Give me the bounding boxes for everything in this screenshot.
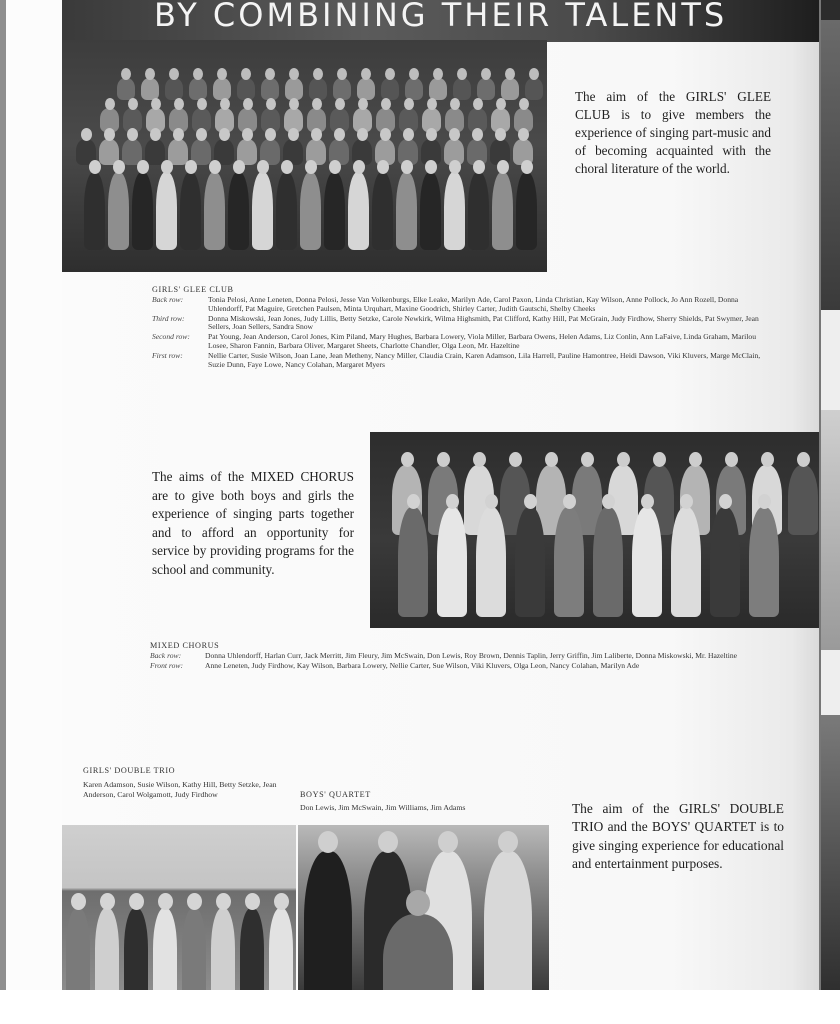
row-names: Tonia Pelosi, Anne Leneten, Donna Pelosi, Jesse Van Volkenburgs, Elke Leake, Marilyn Ade, Carol Paxon, Linda Christian, Kay Wilson, Anne Pollock, Jo Ann Rozell, Donna Uhlendorff, Pat Maguire, Gretchen Paulsen, Minta Urquhart, Maxine Goodrich, Shirley Carter, Judith Gautschi, Shelby Cheeks — [208, 295, 739, 313]
photo-figure-head — [266, 98, 276, 110]
glee-club-roster — [152, 296, 772, 371]
double-trio-names: Karen Adamson, Susie Wilson, Kathy Hill, Betty Setzke, Jean Anderson, Carol Wolgamott, Judy Firdhow — [83, 780, 277, 799]
photo-figure-head — [498, 831, 518, 853]
photo-figure — [444, 172, 465, 250]
photo-figure-head — [680, 494, 693, 509]
photo-figure — [213, 78, 231, 100]
photo-figure — [269, 908, 293, 990]
photo-figure-head — [358, 98, 368, 110]
facing-page-photo — [821, 715, 840, 990]
double-trio-caption-title: GIRLS' DOUBLE TRIO — [83, 766, 176, 775]
photo-figure-head — [104, 128, 115, 141]
photo-figure — [501, 78, 519, 100]
photo-figure — [632, 507, 662, 617]
photo-figure-head — [216, 893, 231, 910]
photo-figure-head — [438, 831, 458, 853]
facing-page-photo — [821, 20, 840, 310]
boys-quartet-names: Don Lewis, Jim McSwain, Jim Williams, Jim Adams — [300, 803, 466, 812]
photo-figure-head — [353, 160, 365, 174]
photo-figure — [211, 908, 235, 990]
photo-figure-head — [641, 494, 654, 509]
photo-figure — [381, 78, 399, 100]
double-trio-photo — [62, 825, 296, 990]
glee-club-photo — [62, 40, 547, 272]
photo-figure-head — [241, 68, 251, 80]
glee-club-caption-title: GIRLS' GLEE CLUB — [152, 285, 234, 294]
photo-figure-head — [196, 128, 207, 141]
photo-figure — [396, 172, 417, 250]
banner-title: BY COMBINING THEIR TALENTS — [154, 0, 728, 34]
bottom-margin — [0, 990, 840, 1024]
photo-figure-head — [378, 831, 398, 853]
photo-figure-head — [401, 160, 413, 174]
photo-figure-head — [450, 98, 460, 110]
row-names: Donna Miskowski, Jean Jones, Judy Lillis, Betty Setzke, Carole Newkirk, Wilma Highsmith, Pat Clifford, Kathy Hill, Pat McGrain, Judy Firdhow, Sherry Shields, Pat Swymer, Jean Sellers, Joan Sellers, Sandra Snow — [208, 313, 759, 332]
row-label: Second row: — [152, 332, 190, 342]
photo-figure-head — [481, 68, 491, 80]
photo-figure-head — [403, 128, 414, 141]
photo-figure-head — [797, 452, 810, 467]
photo-figure-head — [313, 68, 323, 80]
photo-figure — [124, 908, 148, 990]
photo-figure — [165, 78, 183, 100]
photo-figure-head — [127, 128, 138, 141]
photo-figure — [228, 172, 249, 250]
photo-figure-head — [243, 98, 253, 110]
photo-figure-head — [150, 128, 161, 141]
photo-figure-head — [361, 68, 371, 80]
photo-figure-head — [121, 68, 131, 80]
photo-figure-head — [151, 98, 161, 110]
row-label: First row: — [152, 351, 183, 361]
photo-figure-head — [197, 98, 207, 110]
photo-figure — [749, 507, 779, 617]
roster-row — [150, 662, 750, 671]
roster-row — [152, 296, 772, 313]
photo-figure-head — [377, 160, 389, 174]
photo-figure-head — [335, 98, 345, 110]
photo-figure — [141, 78, 159, 100]
photo-figure-head — [427, 98, 437, 110]
photo-figure-head — [495, 128, 506, 141]
photo-figure — [453, 78, 471, 100]
photo-figure-head — [185, 160, 197, 174]
photo-figure — [357, 78, 375, 100]
roster-row — [150, 652, 750, 661]
photo-figure-head — [312, 98, 322, 110]
photo-figure-head — [137, 160, 149, 174]
photo-figure-head — [158, 893, 173, 910]
roster-row — [152, 333, 772, 350]
photo-figure — [516, 172, 537, 250]
photo-figure-head — [404, 98, 414, 110]
row-names: Pat Young, Jean Anderson, Carol Jones, Kim Piland, Mary Hughes, Barbara Lowery, Viola Miller, Barbara Owens, Helen Adams, Liz Conlin, Ann LaFaive, Linda Graham, Marilou Losee, Sharon Fannin, Barbara Oliver, Margaret Sheets, Charlotte Chandler, Olga Leon, Mr. Hazeltine — [208, 332, 756, 350]
banner — [62, 0, 819, 42]
photo-figure-head — [105, 98, 115, 110]
photo-figure-head — [519, 98, 529, 110]
row-label: Front row: — [150, 661, 183, 671]
photo-figure-head — [311, 128, 322, 141]
boys-quartet-caption-title: BOYS' QUARTET — [300, 790, 371, 799]
photo-figure-head — [581, 452, 594, 467]
row-label: Back row: — [152, 295, 184, 304]
photo-figure-head — [385, 68, 395, 80]
photo-figure-head — [719, 494, 732, 509]
photo-figure-head — [437, 452, 450, 467]
photo-figure-head — [193, 68, 203, 80]
photo-figure-head — [334, 128, 345, 141]
facing-page-banner — [821, 0, 840, 20]
photo-figure-head — [472, 128, 483, 141]
photo-figure-head — [357, 128, 368, 141]
photo-figure-head — [305, 160, 317, 174]
photo-figure-head — [209, 160, 221, 174]
photo-figure — [285, 78, 303, 100]
photo-figure-head — [337, 68, 347, 80]
photo-figure — [405, 78, 423, 100]
row-label: Third row: — [152, 313, 185, 323]
photo-figure-head — [725, 452, 738, 467]
photo-figure-head — [145, 68, 155, 80]
photo-figure — [398, 507, 428, 617]
photo-figure — [84, 172, 105, 250]
photo-figure — [66, 908, 90, 990]
photo-figure-head — [758, 494, 771, 509]
photo-figure-head — [449, 160, 461, 174]
photo-figure — [525, 78, 543, 100]
photo-figure-head — [473, 98, 483, 110]
photo-figure — [309, 78, 327, 100]
photo-figure-head — [425, 160, 437, 174]
photo-figure — [429, 78, 447, 100]
row-names: Donna Uhlendorff, Harlan Curr, Jack Merritt, Jim Fleury, Jim McSwain, Don Lewis, Roy Brown, Dennis Taplin, Jerry Griffin, Jim Laliberte, Donna Miskowski, Mr. Hazeltine — [205, 651, 738, 660]
photo-figure-head — [509, 452, 522, 467]
photo-figure-head — [233, 160, 245, 174]
photo-figure-head — [473, 452, 486, 467]
photo-figure — [132, 172, 153, 250]
photo-figure-head — [409, 68, 419, 80]
photo-figure — [261, 78, 279, 100]
photo-figure — [477, 78, 495, 100]
photo-figure-head — [274, 893, 289, 910]
photo-figure-head — [217, 68, 227, 80]
photo-figure — [593, 507, 623, 617]
mixed-chorus-description: The aims of the MIXED CHORUS are to give both boys and girls the experience of singing parts together and to afford an opportunity for service by providing programs for the school and community. — [152, 469, 354, 577]
row-label: Back row: — [150, 651, 182, 660]
photo-figure-head — [265, 128, 276, 141]
photo-figure-head — [653, 452, 666, 467]
photo-figure-head — [602, 494, 615, 509]
photo-figure — [515, 507, 545, 617]
photo-figure-head — [505, 68, 515, 80]
photo-figure — [182, 908, 206, 990]
photo-figure-head — [174, 98, 184, 110]
photo-figure-head — [289, 98, 299, 110]
photo-figure-head — [129, 893, 144, 910]
photo-figure — [554, 507, 584, 617]
photo-figure — [252, 172, 273, 250]
photo-figure — [468, 172, 489, 250]
photo-figure-head — [113, 160, 125, 174]
photo-figure-head — [381, 98, 391, 110]
photo-figure — [420, 172, 441, 250]
photo-figure — [324, 172, 345, 250]
photo-figure-head — [518, 128, 529, 141]
photo-figure-head — [401, 452, 414, 467]
trio-quartet-description: The aim of the GIRLS' DOUBLE TRIO and the BOYS' QUARTET is to give singing experience for educational and entertainment purposes. — [572, 801, 784, 871]
photo-figure — [333, 78, 351, 100]
photo-figure-head — [457, 68, 467, 80]
photo-figure — [117, 78, 135, 100]
photo-figure-head — [446, 494, 459, 509]
photo-figure-head — [524, 494, 537, 509]
photo-figure — [484, 851, 532, 990]
photo-figure-head — [485, 494, 498, 509]
photo-figure-head — [169, 68, 179, 80]
row-names: Anne Leneten, Judy Firdhow, Kay Wilson, Barbara Lowery, Nellie Carter, Sue Wilson, Viki Kluvers, Olga Leon, Nancy Colahan, Marilyn Ade — [205, 661, 640, 671]
photo-figure-head — [529, 68, 539, 80]
photo-figure — [476, 507, 506, 617]
photo-figure — [237, 78, 255, 100]
photo-figure-head — [497, 160, 509, 174]
photo-figure-head — [128, 98, 138, 110]
photo-figure-head — [257, 160, 269, 174]
mixed-chorus-photo — [370, 432, 820, 628]
photo-figure-head — [219, 128, 230, 141]
photo-figure-head — [380, 128, 391, 141]
mixed-chorus-caption-title: MIXED CHORUS — [150, 641, 220, 650]
photo-figure-head — [426, 128, 437, 141]
photo-figure — [156, 172, 177, 250]
photo-figure-head — [329, 160, 341, 174]
photo-figure — [300, 172, 321, 250]
photo-figure-head — [187, 893, 202, 910]
photo-figure — [153, 908, 177, 990]
photo-figure — [189, 78, 207, 100]
photo-figure-head — [242, 128, 253, 141]
photo-figure — [276, 172, 297, 250]
photo-figure-head — [473, 160, 485, 174]
photo-figure-head — [288, 128, 299, 141]
photo-figure — [671, 507, 701, 617]
photo-figure-head — [689, 452, 702, 467]
photo-figure-head — [281, 160, 293, 174]
roster-row — [152, 315, 772, 332]
left-margin — [6, 0, 62, 990]
roster-row — [152, 352, 772, 369]
photo-figure — [492, 172, 513, 250]
glee-club-description: The aim of the GIRLS' GLEE CLUB is to give members the experience of singing part-music and of becoming acquainted with the choral literature of the world. — [575, 89, 771, 176]
photo-figure-head — [81, 128, 92, 141]
photo-figure — [240, 908, 264, 990]
photo-figure-head — [761, 452, 774, 467]
photo-figure — [348, 172, 369, 250]
photo-figure — [372, 172, 393, 250]
photo-figure-head — [521, 160, 533, 174]
photo-figure-head — [617, 452, 630, 467]
photo-figure-head — [89, 160, 101, 174]
photo-figure — [710, 507, 740, 617]
boys-quartet-photo — [298, 825, 549, 990]
row-names: Nellie Carter, Susie Wilson, Joan Lane, Jean Metheny, Nancy Miller, Claudia Crain, Karen Adamson, Lila Harrell, Pauline Hamontree, Heidi Dawson, Viki Kluvers, Marge McClain, Suzie Dunn, Faye Lowe, Nancy Colahan, Margaret Myers — [208, 351, 761, 369]
photo-figure-head — [407, 494, 420, 509]
photo-figure-head — [563, 494, 576, 509]
facing-page-edge — [821, 0, 840, 990]
photo-figure-head — [289, 68, 299, 80]
photo-figure-head — [220, 98, 230, 110]
photo-figure-head — [406, 890, 430, 916]
photo-figure — [95, 908, 119, 990]
photo-figure — [383, 914, 453, 990]
photo-figure — [437, 507, 467, 617]
photo-figure-head — [449, 128, 460, 141]
photo-figure — [108, 172, 129, 250]
mixed-chorus-roster — [150, 652, 750, 672]
photo-figure-head — [545, 452, 558, 467]
photo-figure — [304, 851, 352, 990]
photo-figure-head — [433, 68, 443, 80]
photo-figure-head — [173, 128, 184, 141]
photo-figure-head — [245, 893, 260, 910]
photo-figure-head — [100, 893, 115, 910]
photo-figure-head — [496, 98, 506, 110]
photo-figure-head — [265, 68, 275, 80]
photo-figure — [788, 465, 818, 535]
photo-figure — [204, 172, 225, 250]
facing-page-photo — [821, 410, 840, 650]
photo-figure-head — [161, 160, 173, 174]
photo-figure-head — [71, 893, 86, 910]
photo-figure — [180, 172, 201, 250]
photo-figure-head — [318, 831, 338, 853]
